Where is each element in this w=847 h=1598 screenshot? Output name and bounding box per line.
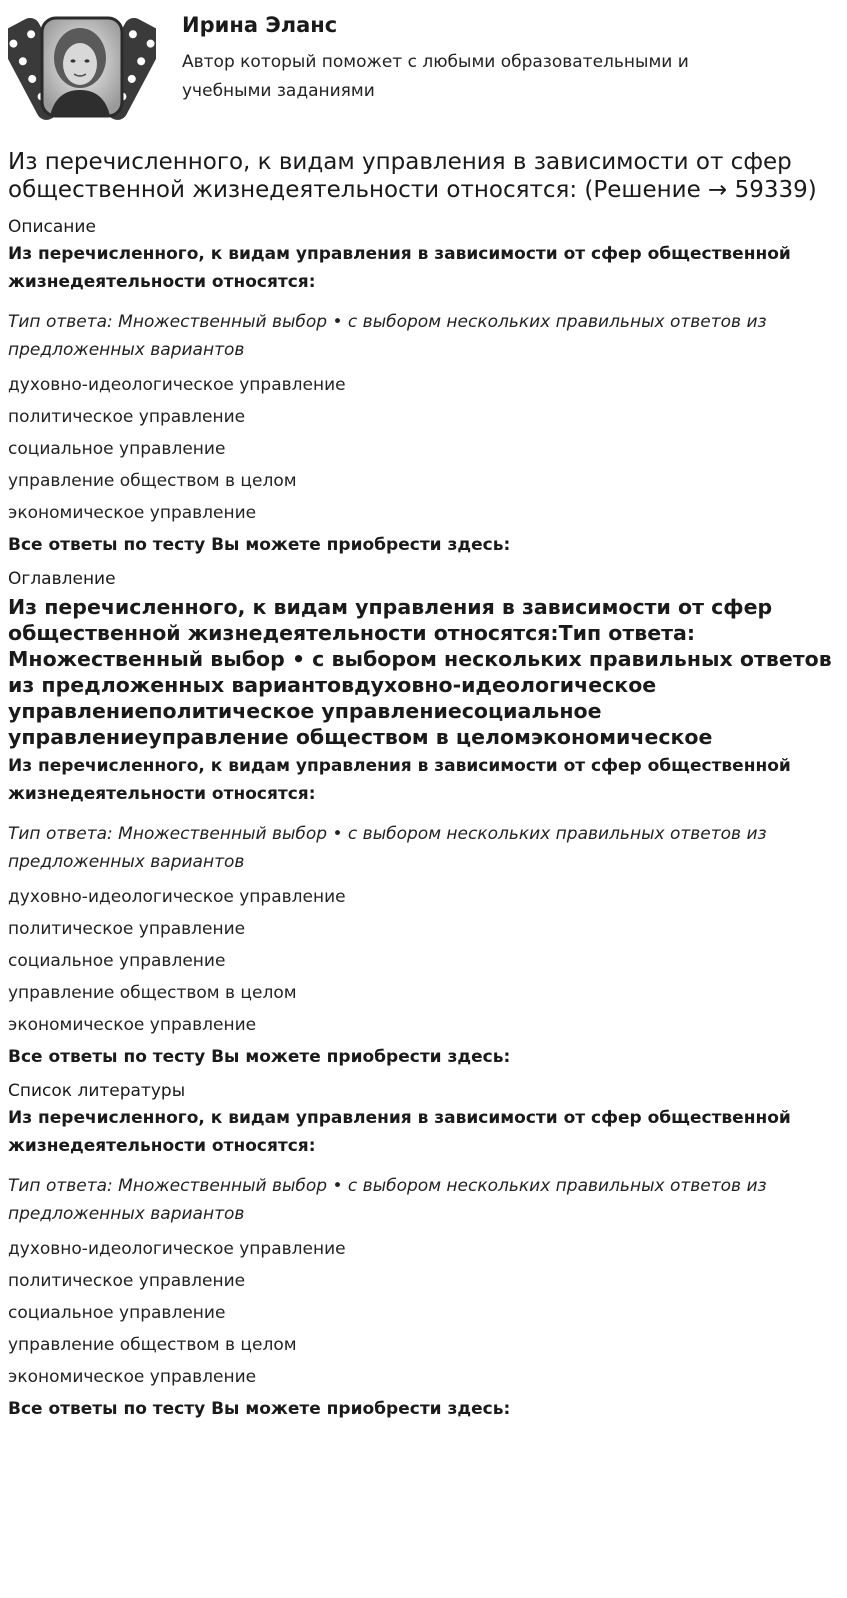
option-item: экономическое управление: [8, 1367, 257, 1387]
option-item: управление обществом в целом: [8, 1335, 297, 1355]
option-item: духовно-идеологическое управление: [8, 887, 346, 907]
avatar-film-frame-icon: [8, 6, 156, 126]
page-title: Из перечисленного, к видам управления в зависимости от сфер общественной жизнедеятельности относятся: (Решение → 59339): [8, 149, 817, 203]
author-info: [182, 10, 782, 106]
question-text: Из перечисленного, к видам управления в зависимости от сфер общественной жизнедеятельности относятся:: [8, 244, 791, 292]
question-text: Из перечисленного, к видам управления в зависимости от сфер общественной жизнедеятельности относятся:: [8, 1108, 791, 1156]
option-item: социальное управление: [8, 1303, 226, 1323]
description-section: [8, 216, 839, 556]
option-item: политическое управление: [8, 919, 246, 939]
toc-section: [8, 568, 839, 1068]
section-label-description: Описание: [8, 217, 96, 237]
option-item: духовно-идеологическое управление: [8, 1239, 346, 1259]
option-item: социальное управление: [8, 951, 226, 971]
section-label-literature: Список литературы: [8, 1081, 186, 1101]
option-item: управление обществом в целом: [8, 983, 297, 1003]
answers-link[interactable]: Все ответы по тесту Вы можете приобрести здесь:: [8, 535, 511, 555]
answer-type: Тип ответа: Множественный выбор • с выбором нескольких правильных ответов из предложенных вариантов: [8, 824, 767, 872]
author-description: Автор который поможет с любыми образовательными и учебными заданиями: [182, 52, 689, 101]
section-label-toc: Оглавление: [8, 569, 116, 589]
option-item: экономическое управление: [8, 1015, 257, 1035]
answer-type: Тип ответа: Множественный выбор • с выбором нескольких правильных ответов из предложенных вариантов: [8, 312, 767, 360]
avatar: [8, 6, 156, 126]
option-item: управление обществом в целом: [8, 471, 297, 491]
toc-heading: Из перечисленного, к видам управления в зависимости от сфер общественной жизнедеятельности относятся:Тип ответа: Множественный выбор • с выбором нескольких правильных ответов из предложенных вариантовдуховно-идеологическое управлениеполитическое управлениесоциальное управлениеуправление обществом в целомэкономическое: [8, 595, 832, 749]
option-item: политическое управление: [8, 407, 246, 427]
author-name[interactable]: Ирина Эланс: [182, 13, 338, 37]
question-text: Из перечисленного, к видам управления в зависимости от сфер общественной жизнедеятельности относятся:: [8, 756, 791, 804]
option-item: социальное управление: [8, 439, 226, 459]
literature-section: [8, 1080, 839, 1420]
option-item: духовно-идеологическое управление: [8, 375, 346, 395]
answers-link[interactable]: Все ответы по тесту Вы можете приобрести здесь:: [8, 1399, 511, 1419]
option-item: политическое управление: [8, 1271, 246, 1291]
option-item: экономическое управление: [8, 503, 257, 523]
author-block: [8, 0, 839, 130]
answer-type: Тип ответа: Множественный выбор • с выбором нескольких правильных ответов из предложенных вариантов: [8, 1176, 767, 1224]
answers-link[interactable]: Все ответы по тесту Вы можете приобрести здесь:: [8, 1047, 511, 1067]
